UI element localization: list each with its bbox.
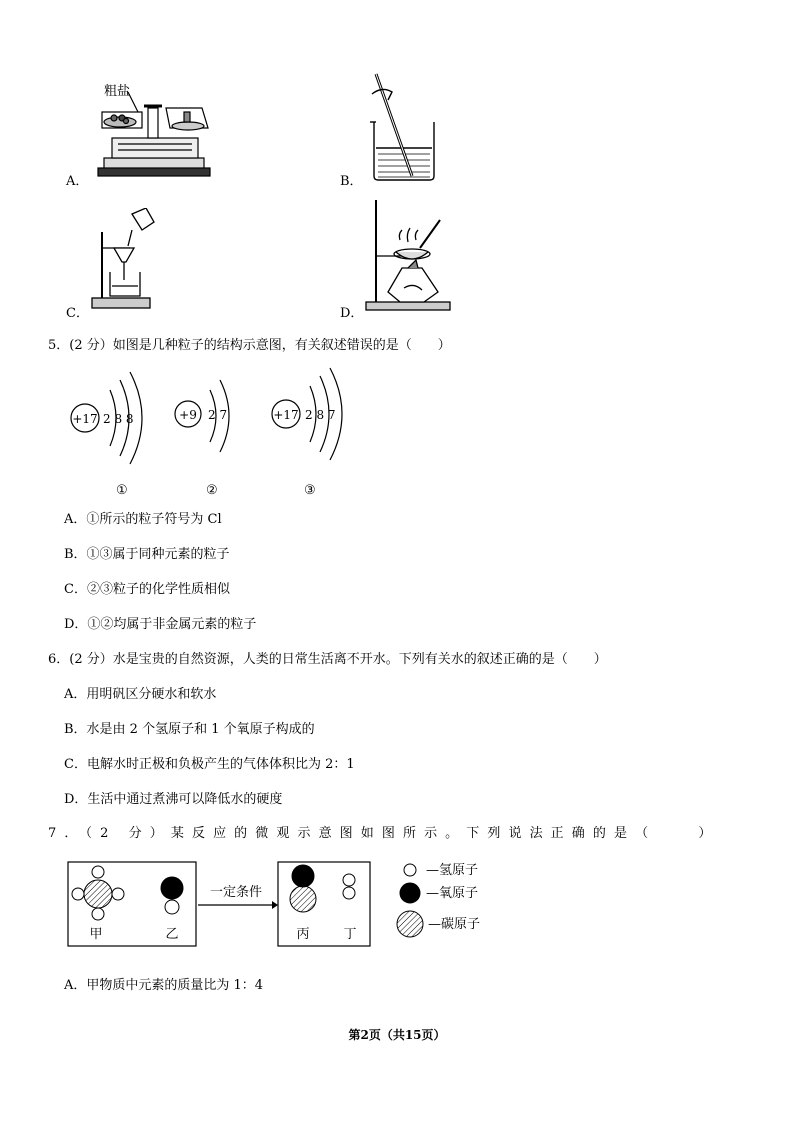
q4-option-d[interactable] (338, 196, 462, 320)
crude-salt-caption: 粗盐 (104, 84, 131, 99)
particle-3-marker: ③ (304, 483, 316, 498)
label-bing: 丙 (296, 927, 310, 942)
q7-stem: 7．（2 分）某反应的微观示意图如图所示。下列说法正确的是（ ） (48, 826, 720, 841)
particle-3-nucleus: +17 (273, 408, 299, 422)
particle-structure-diagrams (60, 364, 380, 504)
legend-oxygen-symbol (400, 883, 420, 903)
legend-carbon-symbol (397, 911, 423, 937)
legend-hydrogen-label: —氢原子 (426, 863, 479, 878)
q5-option-d[interactable]: D．①②均属于非金属元素的粒子 (64, 617, 257, 632)
label-ding: 丁 (343, 927, 357, 942)
particle-1-marker: ① (116, 483, 128, 498)
page-footer: 第2页（共15页） (348, 1028, 446, 1042)
q5-option-c[interactable]: C．②③粒子的化学性质相似 (64, 582, 230, 597)
particle-2-marker: ② (206, 483, 218, 498)
stirring-beaker-image (368, 72, 448, 184)
legend-oxygen-label: —氧原子 (426, 886, 479, 901)
particle-1-nucleus: +17 (72, 412, 98, 426)
oxygen-molecule (161, 877, 183, 914)
legend-carbon-label: —碳原子 (428, 917, 481, 932)
q4-option-b[interactable] (338, 72, 458, 189)
q4-option-d-label: D． (340, 306, 364, 321)
reaction-condition: 一定条件 (209, 885, 263, 900)
q6-option-d[interactable]: D．生活中通过煮沸可以降低水的硬度 (64, 792, 283, 807)
q5-option-a[interactable]: A．①所示的粒子符号为 Cl (64, 512, 222, 527)
particle-2-shells: 2 7 (208, 408, 228, 422)
label-yi: 乙 (165, 927, 179, 942)
q7-option-a[interactable]: A．甲物质中元素的质量比为 1：4 (64, 978, 264, 993)
q6-option-a[interactable]: A．用明矾区分硬水和软水 (64, 687, 217, 702)
q4-option-c-label: C． (66, 306, 89, 321)
q6-option-c[interactable]: C．电解水时正极和负极产生的气体体积比为 2：1 (64, 757, 355, 772)
q4-option-b-label: B． (340, 174, 363, 189)
filtration-setup-image (90, 208, 180, 312)
legend-hydrogen-symbol (404, 864, 416, 876)
q4-option-a[interactable] (62, 78, 212, 189)
q6-option-b[interactable]: B．水是由 2 个氢原子和 1 个氧原子构成的 (64, 722, 315, 737)
balance-scale-image (92, 82, 212, 182)
q4-option-a-label: A． (66, 174, 89, 189)
q4-option-c[interactable] (62, 208, 182, 320)
product-molecule-2 (343, 874, 355, 899)
legend (397, 864, 423, 937)
particle-3-shells: 2 8 7 (305, 408, 336, 422)
particle-1-shells: 2 8 8 (103, 412, 134, 426)
reaction-micro-diagram (66, 858, 506, 950)
particle-2-nucleus: +9 (179, 408, 197, 422)
q5-stem: 5．(2 分）如图是几种粒子的结构示意图，有关叙述错误的是（ ） (48, 338, 451, 353)
q5-option-b[interactable]: B．①③属于同种元素的粒子 (64, 547, 230, 562)
product-molecule-1 (290, 865, 316, 912)
label-jia: 甲 (89, 927, 103, 942)
q6-stem: 6．(2 分）水是宝贵的自然资源，人类的日常生活离不开水。下列有关水的叙述正确的是（ ） (48, 652, 607, 667)
evaporation-setup-image (364, 196, 460, 314)
methane-molecule (72, 866, 124, 920)
